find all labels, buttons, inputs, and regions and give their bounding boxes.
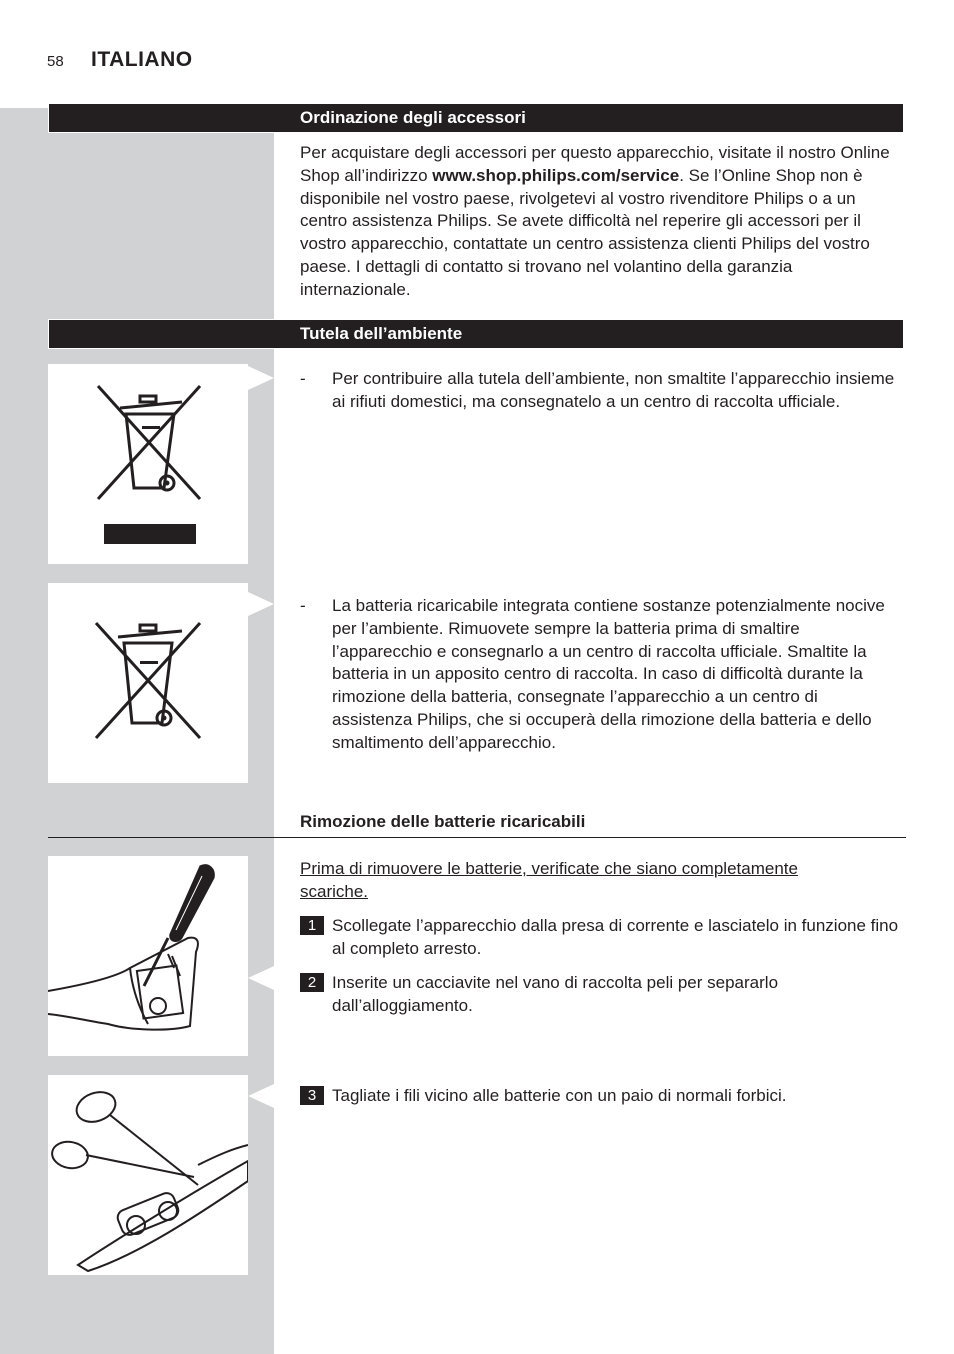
step-1-text: Scollegate l’apparecchio dalla presa di corrente e lasciatelo in funzione fino al completo arresto. xyxy=(332,916,899,958)
accessories-text-before-link: Per acquistare degli accessori per questo apparecchio, visitate il nostro Online Shop all’indirizzo xyxy=(300,143,890,185)
section-bar-accessories xyxy=(48,103,904,133)
screwdriver-in-appliance-illustration xyxy=(48,856,248,1056)
step-number-badge: 3 xyxy=(300,1086,324,1105)
figure-pointer xyxy=(248,592,274,616)
bullet-dash: - xyxy=(300,369,306,388)
environment-bullet-2-text: La batteria ricaricabile integrata contiene sostanze potenzialmente nocive per l’ambiente. Rimuovete sempre la batteria prima di smaltire l’apparecchio e consegnarlo a un centro di raccolta ufficiale. Smaltite la batteria in un apposito centro di raccolta. In caso di difficoltà durante la rimozione della batteria, consegnate l’apparecchio a un centro di assistenza Philips, che si occuperà della rimozione della batteria e dello smaltimento dell’apparecchio. xyxy=(332,596,885,752)
crossed-out-wheelie-bin-icon xyxy=(48,583,248,783)
bullet-dash: - xyxy=(300,596,306,615)
step-number-badge: 1 xyxy=(300,916,324,935)
step-3-text: Tagliate i fili vicino alle batterie con un paio di normali forbici. xyxy=(332,1086,787,1105)
step-2-text: Inserite un cacciavite nel vano di raccolta peli per separarlo dall’alloggiamento. xyxy=(332,973,779,1015)
figure-wheelie-bin-2 xyxy=(48,583,248,783)
shop-link[interactable]: www.shop.philips.com/service xyxy=(432,165,680,185)
section-title-battery-removal: Rimozione delle batterie ricaricabili xyxy=(300,812,586,831)
step-3 xyxy=(300,1084,900,1107)
step-number-badge: 2 xyxy=(300,973,324,992)
figure-wheelie-bin-1 xyxy=(48,364,248,564)
environment-bullet-2 xyxy=(300,595,900,755)
battery-warning-text: Prima di rimuovere le batterie, verificate che siano completamente scariche. xyxy=(300,859,798,901)
environment-bullet-1-text: Per contribuire alla tutela dell’ambiente, non smaltite l’apparecchio insieme ai rifiuti domestici, ma consegnatelo a un centro di raccolta ufficiale. xyxy=(332,369,895,411)
figure-scissors xyxy=(48,1075,248,1275)
battery-warning xyxy=(300,857,860,903)
accessories-paragraph xyxy=(300,142,900,302)
section-title-accessories: Ordinazione degli accessori xyxy=(300,108,526,127)
figure-pointer xyxy=(248,1084,274,1108)
language-title: ITALIANO xyxy=(91,48,193,71)
scissors-cutting-wires-illustration xyxy=(48,1075,248,1275)
section-bar-environment xyxy=(48,319,904,349)
environment-bullet-1 xyxy=(300,368,900,414)
section-title-environment: Tutela dell’ambiente xyxy=(300,324,463,343)
page-number: 58 xyxy=(47,53,64,70)
crossed-out-wheelie-bin-icon xyxy=(48,364,248,564)
figure-pointer xyxy=(248,366,274,390)
step-1 xyxy=(300,914,900,960)
figure-pointer xyxy=(248,966,274,990)
step-2 xyxy=(300,971,900,1017)
figure-screwdriver xyxy=(48,856,248,1056)
accessories-text-after-link: . Se l’Online Shop non è disponibile nel vostro paese, rivolgetevi al vostro rivenditore Philips o a un centro assistenza Philips. Se avete difficoltà nel reperire gli accessori per il vostro apparecchio, contattate un centro assistenza clienti Philips del vostro paese. I dettagli di contatto si trovano nel volantino della garanzia internazionale. xyxy=(300,165,870,299)
section-divider xyxy=(48,837,906,838)
